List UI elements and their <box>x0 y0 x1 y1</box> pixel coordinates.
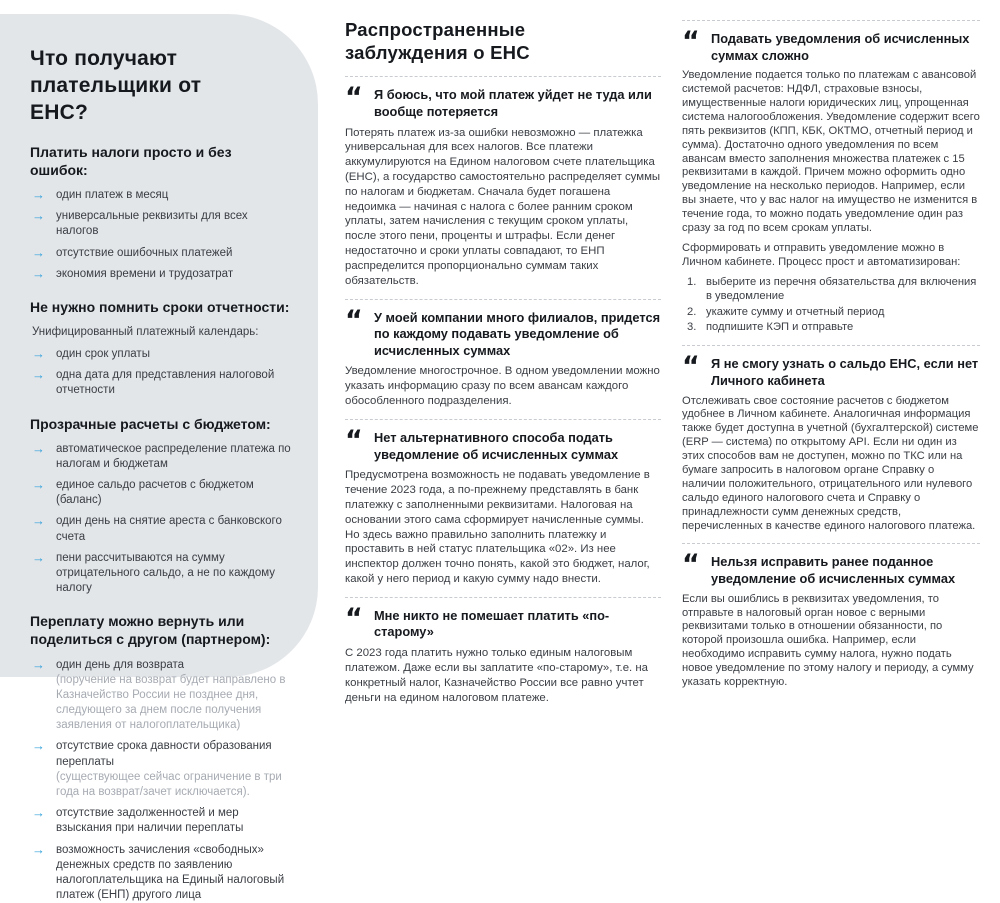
step-item <box>682 321 980 335</box>
list-item-text: пени рассчитываются на сумму отрицательного сальдо, а не по каждому налогу <box>56 551 292 597</box>
double-quote-icon <box>345 87 365 120</box>
quote-body: Сформировать и отправить уведомление можно в Личном кабинете. Процесс прост и автоматизирован: <box>682 242 980 270</box>
list-item-text <box>56 739 292 800</box>
section-heading-transparent: Прозрачные расчеты с бюджетом: <box>30 415 292 433</box>
list-item <box>32 209 292 239</box>
dashed-separator <box>682 20 980 21</box>
item-main-text: отсутствие срока давности образования переплаты <box>56 740 272 767</box>
list-item-text: один день на снятие ареста с банковского счета <box>56 514 292 544</box>
quote-heading-row <box>682 554 980 587</box>
double-quote-icon <box>345 430 365 463</box>
list-item <box>32 267 292 282</box>
dashed-separator <box>345 299 661 300</box>
list-item <box>32 478 292 508</box>
section-intro: Унифицированный платежный календарь: <box>32 325 292 340</box>
list-item-text: экономия времени и трудозатрат <box>56 267 233 282</box>
quote-body: Уведомление многострочное. В одном уведомлении можно указать информацию сразу по всем авансам каждого обособленного подразделения. <box>345 364 661 408</box>
quote-body: С 2023 года платить нужно только единым налоговым платежом. Даже если вы заплатите «по-старому», т.е. на конкретный налог, Казначейство России все равно учтет деньги на едином налоговом платеже. <box>345 646 661 705</box>
list-item-text <box>56 658 292 734</box>
list-item-text: один срок уплаты <box>56 347 150 362</box>
quote-text: Я боюсь, что мой платеж уйдет не туда или вообще потеряется <box>374 87 661 120</box>
quote-text: Я не смогу узнать о сальдо ЕНС, если нет Личного кабинета <box>711 356 980 389</box>
dashed-separator <box>345 597 661 598</box>
quote-heading-row <box>345 87 661 120</box>
step-number: 3. <box>682 321 706 335</box>
item-note: (поручение на возврат будет направлено в Казначейство России не позднее дня, следующего за днем после получения заявления от налогоплательщика) <box>56 673 292 734</box>
quote-text: Нет альтернативного способа подать уведомление об исчисленных суммах <box>374 430 661 463</box>
quote-heading-row <box>345 608 661 641</box>
section-heading-pay-simply: Платить налоги просто и без ошибок: <box>30 143 292 179</box>
list-item <box>32 246 292 261</box>
quote-body: Уведомление подается только по платежам с авансовой системой расчетов: НДФЛ, страховые взносы, имущественные налоги юридических лиц, упрощенная система налогообложения. Уведомление содержит всего пять реквизитов (КПП, КБК, ОКТМО, отчетный период и сумма). Достаточно одного уведомления по всем авансам вместо заполнения множества платежек с 15 реквизитами в каждой. Причем можно оформить одно уведомление на несколько периодов. Например, если вы знаете, что у вас налог на имущество не изменится в течение года, то можно подать уведомление один раз сразу за год по всем срокам уплаты. <box>682 69 980 236</box>
arrow-right-icon <box>32 739 46 800</box>
step-number: 1. <box>682 276 706 304</box>
arrow-right-icon <box>32 806 46 836</box>
list-item-text: единое сальдо расчетов с бюджетом (баланс) <box>56 478 292 508</box>
quote-block-balance-visibility <box>682 356 980 533</box>
item-main-text: один день для возврата <box>56 659 184 671</box>
quote-heading-row <box>345 430 661 463</box>
list-item-text: отсутствие задолженностей и мер взыскания при наличии переплаты <box>56 806 292 836</box>
list-item <box>32 368 292 398</box>
quote-text: Мне никто не помешает платить «по-старому» <box>374 608 661 641</box>
list-item <box>32 739 292 800</box>
quote-body: Отслеживать свое состояние расчетов с бюджетом удобнее в Личном кабинете. Аналогичная информация также будет доступна в учетной (бухгалтерской) системе (ERP — система) по открытому API. Если ни один из этих способов вам не доступен, можно по ТКС или на бумаге запросить в налоговом органе Справку о наличии положительного, отрицательного или нулевого сальдо единого налогового счета и Справку о принадлежности сумм денежных средств, перечисленных в качестве единого налогового платежа. <box>682 395 980 534</box>
quote-heading-row <box>682 356 980 389</box>
arrow-right-icon <box>32 442 46 472</box>
list-item <box>32 514 292 544</box>
step-number: 2. <box>682 306 706 320</box>
arrow-right-icon <box>32 209 46 239</box>
list-item-text: одна дата для представления налоговой отчетности <box>56 368 292 398</box>
double-quote-icon <box>345 310 365 360</box>
dashed-separator <box>345 419 661 420</box>
step-text: укажите сумму и отчетный период <box>706 306 980 320</box>
quote-block-notices-hard <box>682 31 980 335</box>
quote-body: Предусмотрена возможность не подавать уведомление в течение 2023 года, а по-прежнему представлять в банк платежку с заполненными реквизитами. Налоговая на основании этого сама сформирует начисленные суммы. Но здесь важно правильно заполнить платежку и проставить в ней статус плательщика «02». Из нее инспектор должен точно понять, какой это бюджет, налог, какой у него период и какую сумму надо внести. <box>345 468 661 587</box>
list-item <box>32 442 292 472</box>
list-item <box>32 551 292 597</box>
list-item <box>32 843 292 903</box>
list-item <box>32 658 292 734</box>
list-item-text: отсутствие ошибочных платежей <box>56 246 232 261</box>
quote-block-cannot-correct <box>682 554 980 689</box>
quote-body: Потерять платеж из-за ошибки невозможно — платежка универсальная для всех налогов. Все платежи аккумулируются на Едином налоговом счете плательщика (ЕНС), а государство самостоятельно распределяет суммы по налогам и бюджетам. Сначала будет погашена недоимка — начиная с налога с более ранним сроком уплаты, затем начисления с текущим сроком уплаты, после этого пени, проценты и штрафы. Если денег недостаточно и сроки уплаты совпадают, то ЕНП распределится пропорционально суммам таких обязательств. <box>345 126 661 289</box>
misconceptions-column-2 <box>682 10 980 696</box>
dashed-separator <box>682 543 980 544</box>
arrow-right-icon <box>32 551 46 597</box>
list-item <box>32 806 292 836</box>
double-quote-icon <box>682 554 702 587</box>
arrow-right-icon <box>32 478 46 508</box>
arrow-right-icon <box>32 267 46 282</box>
dashed-separator <box>682 345 980 346</box>
step-text: подпишите КЭП и отправьте <box>706 321 980 335</box>
arrow-right-icon <box>32 514 46 544</box>
quote-body: Если вы ошиблись в реквизитах уведомления, то отправьте в налоговый орган новое с верными реквизитами только в отношении обязанности, по которой произошла ошибка. Например, если необходимо исправить сумму налога, нужно подать новое уведомление по этому налогу и периоду, а сумму указать корректную. <box>682 593 980 690</box>
double-quote-icon <box>345 608 365 641</box>
quote-heading-row <box>682 31 980 64</box>
quote-text: У моей компании много филиалов, придется по каждому подавать уведомление об исчисленных суммах <box>374 310 661 360</box>
list-item <box>32 188 292 203</box>
list-item-text: автоматическое распределение платежа по налогам и бюджетам <box>56 442 292 472</box>
column-title: Распространенные заблуждения о ЕНС <box>345 18 585 64</box>
quote-block-no-alternative <box>345 430 661 587</box>
panel-title: Что получают плательщики от ЕНС? <box>30 46 260 127</box>
arrow-right-icon <box>32 658 46 734</box>
step-text: выберите из перечня обязательства для включения в уведомление <box>706 276 980 304</box>
arrow-right-icon <box>32 246 46 261</box>
quote-text: Подавать уведомления об исчисленных суммах сложно <box>711 31 980 64</box>
quote-block-payment-lost <box>345 87 661 288</box>
double-quote-icon <box>682 31 702 64</box>
misconceptions-column <box>345 18 661 711</box>
arrow-right-icon <box>32 188 46 203</box>
step-item <box>682 306 980 320</box>
list-item-text: универсальные реквизиты для всех налогов <box>56 209 292 239</box>
list-item <box>32 347 292 362</box>
benefits-panel <box>0 14 318 677</box>
arrow-right-icon <box>32 843 46 903</box>
step-item <box>682 276 980 304</box>
numbered-steps <box>682 276 980 336</box>
quote-block-many-branches <box>345 310 661 409</box>
double-quote-icon <box>682 356 702 389</box>
list-item-text: возможность зачисления «свободных» денежных средств по заявлению налогоплательщика на Единый налоговый платеж (ЕНП) другого лица <box>56 843 292 903</box>
section-heading-overpayment: Переплату можно вернуть или поделиться с другом (партнером): <box>30 612 292 648</box>
quote-heading-row <box>345 310 661 360</box>
quote-block-pay-old-way <box>345 608 661 706</box>
item-note: (существующее сейчас ограничение в три года на возврат/зачет исключается). <box>56 770 292 800</box>
dashed-separator <box>345 76 661 77</box>
list-item-text: один платеж в месяц <box>56 188 168 203</box>
arrow-right-icon <box>32 368 46 398</box>
quote-text: Нельзя исправить ранее поданное уведомление об исчисленных суммах <box>711 554 980 587</box>
arrow-right-icon <box>32 347 46 362</box>
section-heading-deadlines: Не нужно помнить сроки отчетности: <box>30 298 292 316</box>
